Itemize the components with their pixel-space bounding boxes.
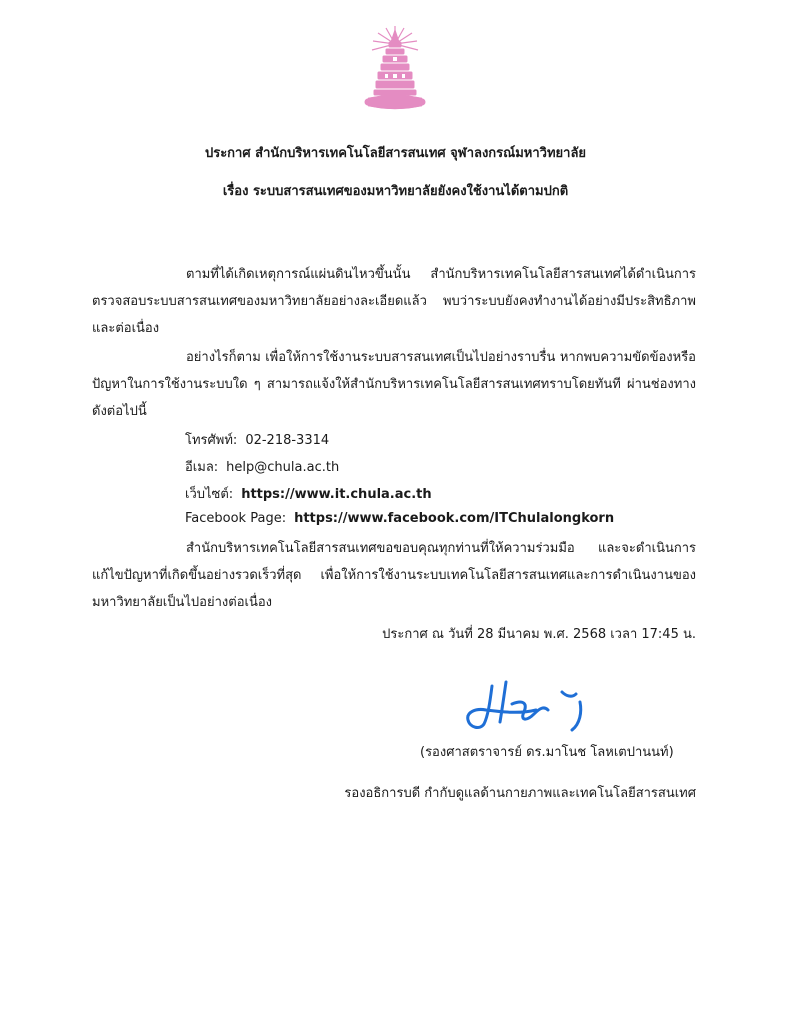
- facebook-link[interactable]: https://www.facebook.com/ITChulalongkorn: [294, 511, 615, 526]
- signer-name: (รองศาสตราจารย์ ดร.มาโนช โลหเตปานนท์): [420, 745, 674, 760]
- contact-email: [185, 456, 339, 477]
- announcement-subject: เรื่อง ระบบสารสนเทศของมหาวิทยาลัยยังคงใช้งานได้ตามปกติ: [222, 184, 569, 199]
- facebook-label: Facebook Page:: [185, 511, 287, 526]
- body-paragraph-2-text: อย่างไรก็ตาม เพื่อให้การใช้งานระบบสารสนเทศเป็นไปอย่างราบรื่น หากพบความขัดข้องหรือปัญหาในการใช้งานระบบใด ๆ สามารถแจ้งให้สำนักบริหารเทคโนโลยีสารสนเทศทราบโดยทันที ผ่านช่องทางดังต่อไปนี้: [92, 350, 696, 419]
- contact-facebook: [185, 511, 614, 526]
- body-paragraph-3: [92, 535, 696, 616]
- website-label: เว็บไซต์:: [185, 487, 234, 502]
- contact-website: [185, 483, 432, 504]
- body-paragraph-1-text: ตามที่ได้เกิดเหตุการณ์แผ่นดินไหวขึ้นนั้น สำนักบริหารเทคโนโลยีสารสนเทศได้ดำเนินการตรวจสอบระบบสารสนเทศของมหาวิทยาลัยอย่างละเอียดแล้ว พบว่าระบบยังคงทำงานได้อย่างมีประสิทธิภาพและต่อเนื่อง: [92, 267, 696, 336]
- body-paragraph-1: [92, 261, 696, 342]
- website-link[interactable]: https://www.it.chula.ac.th: [241, 487, 432, 502]
- university-crest-icon: [364, 22, 426, 112]
- email-value[interactable]: help@chula.ac.th: [226, 460, 340, 475]
- announcement-date: ประกาศ ณ วันที่ 28 มีนาคม พ.ศ. 2568 เวลา 17:45 น.: [382, 627, 696, 642]
- signer-position: รองอธิการบดี กำกับดูแลด้านกายภาพและเทคโนโลยีสารสนเทศ: [344, 786, 696, 801]
- phone-value: 02-218-3314: [245, 433, 330, 448]
- email-label: อีเมล:: [185, 460, 219, 475]
- phone-label: โทรศัพท์:: [185, 433, 238, 448]
- announcement-title: ประกาศ สำนักบริหารเทคโนโลยีสารสนเทศ จุฬาลงกรณ์มหาวิทยาลัย: [204, 146, 587, 161]
- handwritten-signature: [462, 674, 600, 734]
- body-paragraph-3-text: สำนักบริหารเทคโนโลยีสารสนเทศขอขอบคุณทุกท่านที่ให้ความร่วมมือ และจะดำเนินการแก้ไขปัญหาที่เกิดขึ้นอย่างรวดเร็วที่สุด เพื่อให้การใช้งานระบบเทคโนโลยีสารสนเทศและการดำเนินงานของมหาวิทยาลัยเป็นไปอย่างต่อเนื่อง: [92, 541, 696, 610]
- body-paragraph-2: [92, 344, 696, 425]
- contact-phone: [185, 429, 329, 450]
